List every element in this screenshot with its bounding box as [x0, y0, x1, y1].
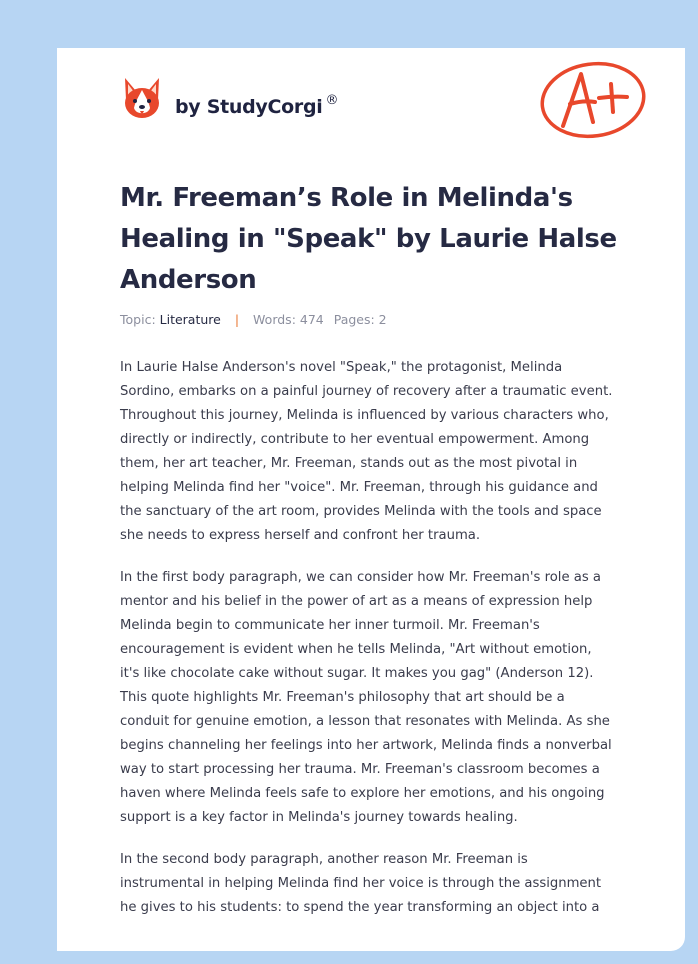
paragraph: In the first body paragraph, we can consider how Mr. Freeman's role as a mentor and his belief in the power of art as a means of expression help Melinda begin to communicate her inner turmoil. Mr. Freeman's encouragement is evident when he tells Melinda, "Art without emotion, it's like chocolate cake without sugar. It makes you gag" (Anderson 12). This quote highlights Mr. Freeman's philosophy that art should be a conduit for genuine emotion, a lesson that resonates with Melinda. As she begins channeling her feelings into her artwork, Melinda finds a nonverbal way to start processing her trauma. Mr. Freeman's classroom becomes a haven where Melinda feels safe to explore her emotions, and his ongoing support is a key factor in Melinda's journey towards healing. [120, 570, 612, 825]
document-card [57, 48, 685, 951]
corgi-icon [122, 76, 162, 120]
topic-label: Topic: [120, 312, 156, 327]
studycorgi-logo[interactable] [122, 76, 338, 120]
a-plus-grade-icon [539, 60, 647, 140]
word-count: Words: 474 [253, 312, 324, 327]
paragraph: In Laurie Halse Anderson's novel "Speak," the protagonist, Melinda Sordino, embarks on a painful journey of recovery after a traumatic event. Throughout this journey, Melinda is influenced by various characters who, directly or indirectly, contribute to her eventual empowerment. Among them, her art teacher, Mr. Freeman, stands out as the most pivotal in helping Melinda find her "voice". Mr. Freeman, through his guidance and the sanctuary of the art room, provides Melinda with the tools and space she needs to express herself and confront her trauma. [120, 360, 613, 543]
paragraph: In the second body paragraph, another reason Mr. Freeman is instrumental in helping Melinda find her voice is through the assignment he gives to his students: to spend the year transforming an object into a [120, 852, 602, 915]
registered-mark: ® [325, 92, 339, 108]
topic-link[interactable]: Literature [159, 312, 221, 327]
meta-separator: | [234, 312, 240, 327]
brand-name: by StudyCorgi ® [175, 92, 339, 118]
page-count: Pages: 2 [333, 312, 387, 327]
article-body [120, 356, 632, 938]
page-title: Mr. Freeman’s Role in Melinda's Healing in "Speak" by Laurie Halse Anderson [120, 183, 617, 295]
article-meta [120, 312, 387, 327]
